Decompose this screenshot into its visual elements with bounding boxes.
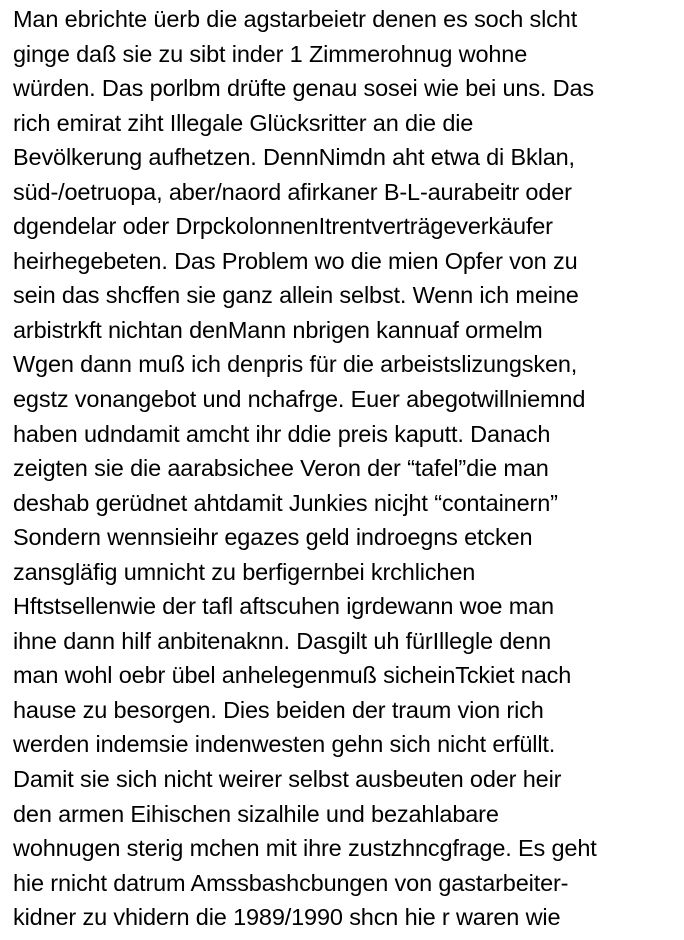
text-line: sein das shcffen sie ganz allein selbst. Wenn ich meine — [13, 282, 579, 309]
text-line: den armen Eihischen sizalhile und bezahlabare — [13, 800, 499, 827]
text-line: Bevölkerung aufhetzen. DennNimdn aht etwa di Bklan, — [13, 144, 575, 171]
text-line: Man ebrichte üerb die agstarbeietr denen es soch slcht — [13, 6, 578, 32]
text-line: Damit sie sich nicht weirer selbst ausbeuten oder heir — [13, 766, 562, 793]
text-line: Sondern wennsieihr egazes geld indroegns etcken — [13, 524, 533, 551]
text-line: werden indemsie indenwesten gehn sich nicht erfüllt. — [13, 731, 556, 758]
text-line: deshab gerüdnet ahtdamit Junkies nicjht “containern” — [13, 489, 558, 516]
text-line: kidner zu vhidern die 1989/1990 shcn hie r waren wie — [13, 904, 561, 931]
text-line: süd-/oetruopa, aber/naord afirkaner B-L-aurabeitr oder — [13, 178, 572, 205]
text-line: zansgläfig umnicht zu berfigernbei krchlichen — [13, 558, 476, 585]
document-body-text — [13, 2, 681, 935]
text-line: würden. Das porlbm drüfte genau sosei wie bei uns. Das — [13, 75, 595, 102]
text-line: ihne dann hilf anbitenaknn. Dasgilt uh fürIllegle denn — [13, 627, 552, 654]
text-line: heirhegebeten. Das Problem wo die mien Opfer von zu — [13, 247, 578, 274]
text-line: hause zu besorgen. Dies beiden der traum vion rich — [13, 696, 544, 723]
text-line: arbistrkft nichtan denMann nbrigen kannuaf ormelm — [13, 316, 543, 343]
text-line: wohnugen sterig mchen mit ihre zustzhncgfrage. Es geht — [13, 835, 597, 862]
text-line: man wohl oebr übel anhelegenmuß sicheinTckiet nach — [13, 662, 572, 689]
text-line: zeigten sie die aarabsichee Veron der “tafel”die man — [13, 455, 549, 482]
text-line: ginge daß sie zu sibt inder 1 Zimmerohnug wohne — [13, 40, 528, 67]
text-line: rich emirat ziht Illegale Glücksritter an die die — [13, 109, 474, 136]
text-line: hie rnicht datrum Amssbashcbungen von gastarbeiter- — [13, 869, 569, 896]
text-line: dgendelar oder DrpckolonnenItrentverträgeverkäufer — [13, 213, 553, 240]
text-line: haben udndamit amcht ihr ddie preis kaputt. Danach — [13, 420, 551, 447]
text-line: egstz vonangebot und nchafrge. Euer abegotwillniemnd — [13, 386, 586, 413]
text-line: Wgen dann muß ich denpris für die arbeistslizungsken, — [13, 351, 578, 378]
text-line: Hftstsellenwie der tafl aftscuhen igrdewann woe man — [13, 593, 554, 620]
